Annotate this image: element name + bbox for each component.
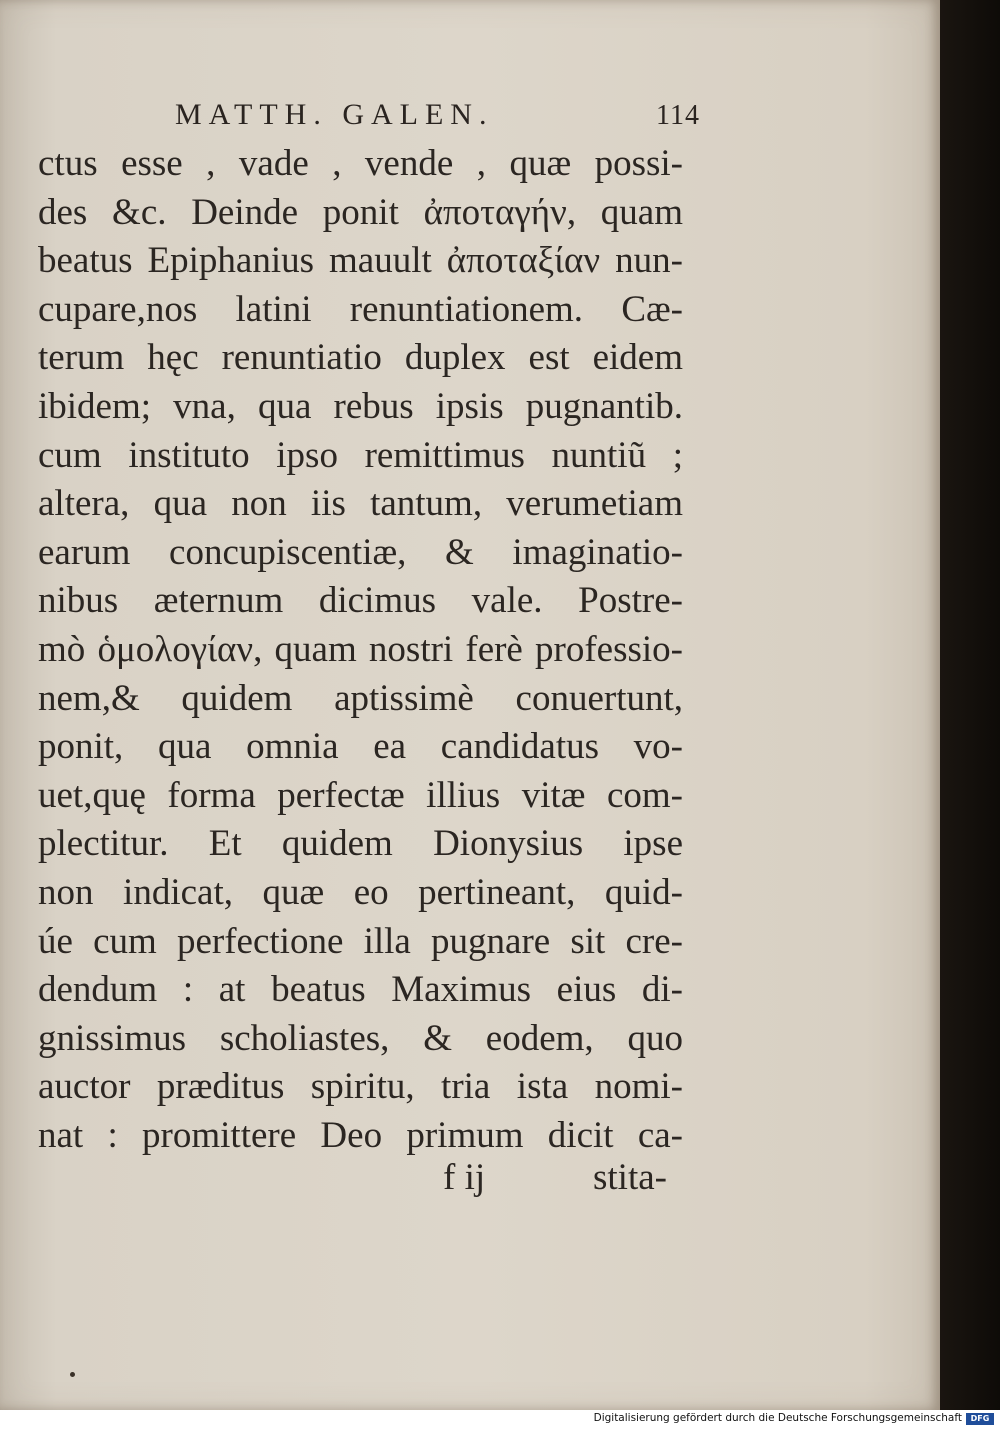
text-line: gnissimus scholiastes, & eodem, quo (38, 1017, 683, 1059)
text-line: altera, qua non iis tantum, verumetiam (38, 483, 683, 525)
text-line: nibus æternum dicimus vale. Postre- (38, 580, 683, 622)
footer-bar (0, 1410, 1000, 1429)
text-line: des &c. Deinde ponit ἀποταγήν, quam (38, 191, 683, 233)
text-line: terum hęc renuntiatio duplex est eidem (38, 337, 683, 379)
text-line: ibidem; vna, qua rebus ipsis pugnantib. (38, 385, 683, 427)
text-line: nem,& quidem aptissimè conuertunt, (38, 677, 683, 719)
text-line: plectitur. Et quidem Dionysius ipse (38, 823, 683, 865)
dfg-logo: DFG (966, 1413, 994, 1425)
ink-speck (70, 1372, 75, 1377)
body-text (38, 140, 683, 1160)
text-line: beatus Epiphanius mauult ἀποταξίαν nun- (38, 240, 683, 282)
text-line: uet,quę forma perfectæ illius vitæ com- (38, 774, 683, 816)
text-line: cum instituto ipso remittimus nuntiũ ; (38, 434, 683, 476)
catchword: stita- (593, 1157, 667, 1198)
text-line: non indicat, quæ eo pertineant, quid- (38, 871, 683, 913)
signature-line (0, 1156, 683, 1204)
text-line: cupare,nos latini renuntiationem. Cæ- (38, 288, 683, 330)
text-line: earum concupiscentiæ, & imaginatio- (38, 531, 683, 573)
text-line: nat : promittere Deo primum dicit ca- (38, 1114, 683, 1156)
page-number: 114 (656, 100, 700, 131)
text-line: úe cum perfectione illa pugnare sit cre- (38, 920, 683, 962)
running-head: MATTH. GALEN. (175, 98, 494, 131)
text-line: ponit, qua omnia ea candidatus vo- (38, 726, 683, 768)
text-line: dendum : at beatus Maximus eius di- (38, 969, 683, 1011)
funding-credit: Digitalisierung gefördert durch die Deutsche Forschungsgemeinschaft (593, 1412, 962, 1424)
scan-background-edge (940, 0, 1000, 1410)
text-line: auctor præditus spiritu, tria ista nomi- (38, 1066, 683, 1108)
signature-mark: f ij (443, 1157, 486, 1198)
text-line: ctus esse , vade , vende , quæ possi- (38, 143, 683, 184)
text-line: mò ὁμολογίαν, quam nostri ferè professio- (38, 628, 683, 670)
